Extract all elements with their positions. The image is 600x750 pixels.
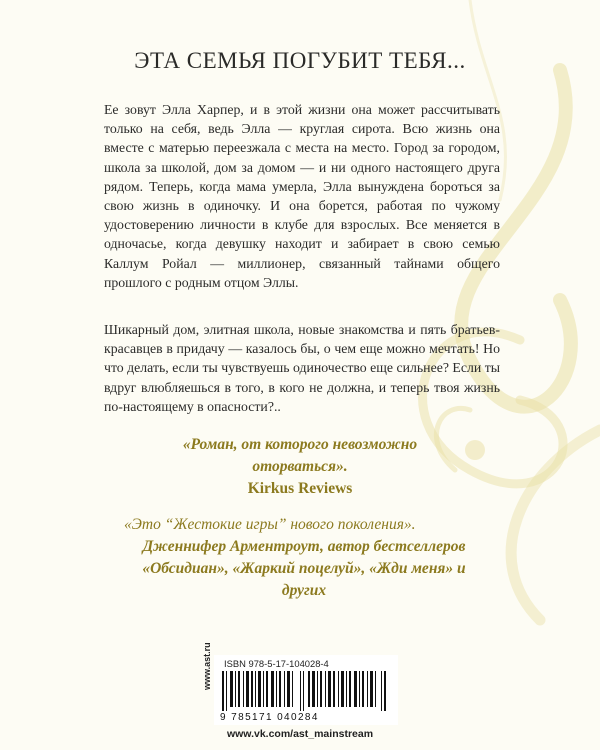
- quote-2-source: Дженнифер Арментроут, автор бестселлеров «Обсидиан», «Жаркий поцелуй», «Жди меня» и других: [142, 538, 466, 599]
- review-quote-1: [0, 434, 600, 500]
- quote-1-text: «Роман, от которого невозможно оторваться».: [182, 436, 418, 475]
- quote-2-text: «Это “Жестокие игры” нового поколения».: [124, 516, 416, 533]
- quote-1-source: Kirkus Reviews: [247, 480, 353, 497]
- isbn: ISBN 978-5-17-104028-4: [224, 658, 329, 669]
- barcode-image: [222, 671, 386, 711]
- description-paragraph-2: Шикарный дом, элитная школа, новые знакомства и пять братьев-красавцев в придачу — казалось бы, о чем еще можно мечтать! Но что делать, если ты чувствуешь одиночество еще сильнее? Если ты вдруг влюбляешься в того, в кого не должна, и теперь твоя жизнь по-настоящему в опасности?..: [104, 322, 500, 414]
- review-quote-2: [124, 514, 484, 602]
- description-paragraph-1: Ее зовут Элла Харпер, и в этой жизни она может рассчитывать только на себя, ведь Элла — круглая сирота. Всю жизнь она вместе с матерью переезжала с места на место. Город за городом, школа за школой, дом за домом — и ни одного настоящего друга рядом. Теперь, когда мама умерла, Элла вынуждена бороться за свою жизнь в одиночку. И она борется, работая по чужому удостоверению личности в клубе для взрослых. Все меняется в одночасье, когда девушку находит и забирает в свою семью Каллум Ройал — миллионер, связанный тайнами общего прошлого с родным отцом Эллы.: [104, 102, 500, 290]
- publisher-site: www.ast.ru: [202, 642, 212, 690]
- vk-link: www.vk.com/ast_mainstream: [226, 728, 374, 740]
- headline: ЭТА СЕМЬЯ ПОГУБИТ ТЕБЯ...: [134, 48, 466, 73]
- barcode-digits: 9 785171 040284: [220, 712, 319, 723]
